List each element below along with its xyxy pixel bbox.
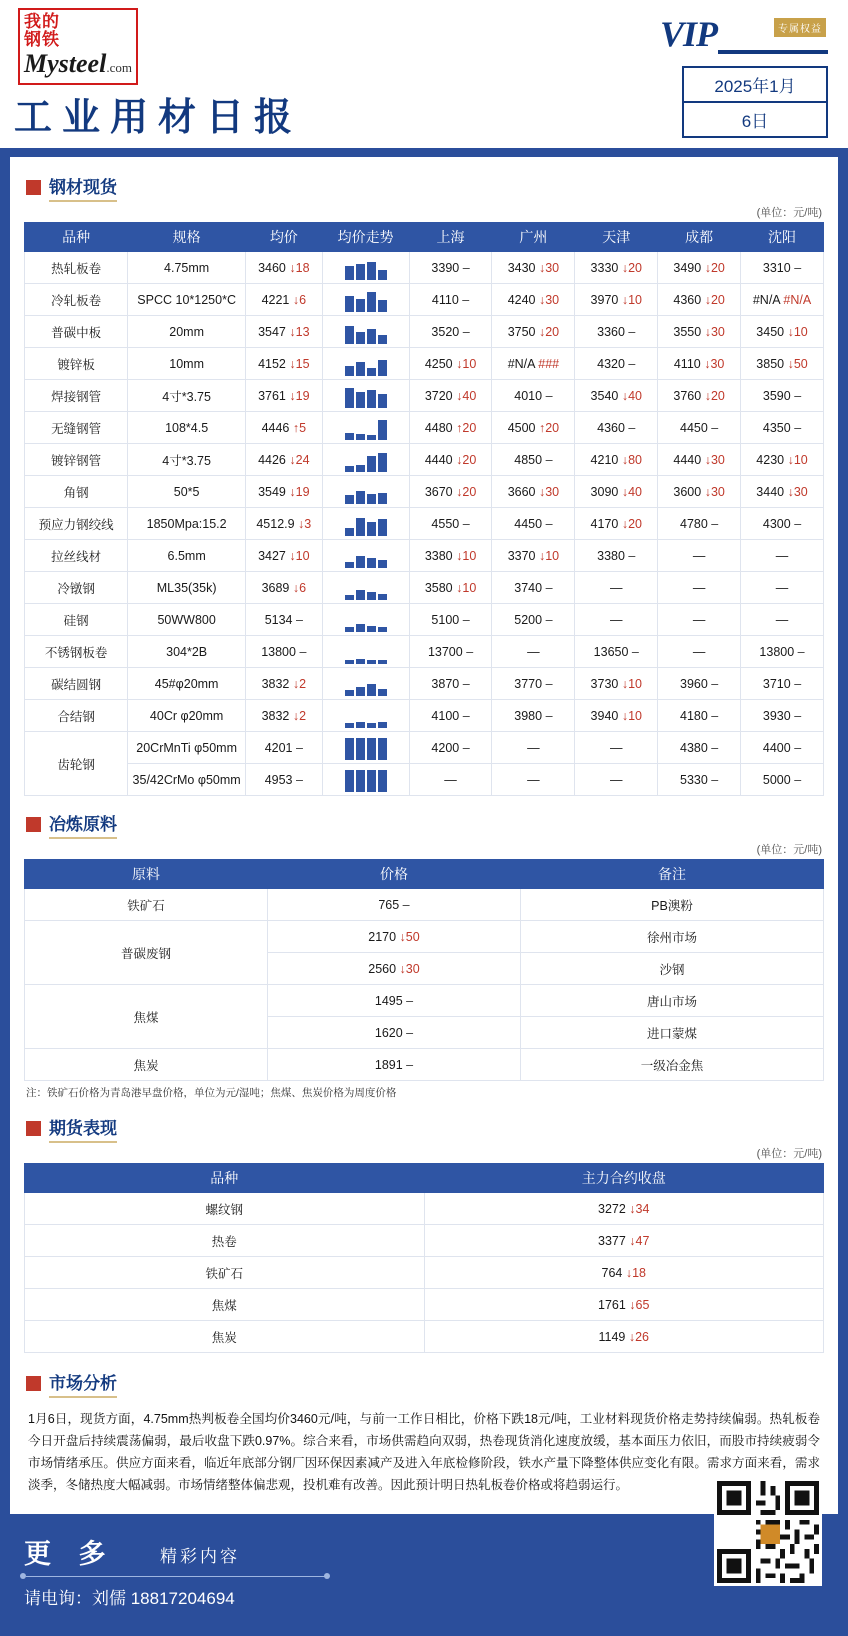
futures-cell-close: 764 ↓18 bbox=[424, 1257, 824, 1289]
spot-cell-avg: 3689 ↓6 bbox=[245, 572, 322, 604]
table-row bbox=[25, 348, 824, 380]
date-box bbox=[682, 66, 828, 138]
qr-code[interactable] bbox=[714, 1478, 822, 1586]
sparkline bbox=[324, 416, 408, 440]
raw-cell-note: 沙钢 bbox=[521, 953, 824, 985]
spot-cell-name: 镀锌板 bbox=[25, 348, 128, 380]
spot-cell-city: 3770 – bbox=[492, 668, 575, 700]
spot-cell-trend bbox=[322, 764, 409, 796]
sparkline bbox=[324, 288, 408, 312]
spot-cell-city: 3970 ↓10 bbox=[575, 284, 658, 316]
spot-cell-spec: ML35(35k) bbox=[128, 572, 246, 604]
raw-table bbox=[24, 859, 824, 1081]
raw-cell-price: 1891 – bbox=[268, 1049, 521, 1081]
spot-cell-city: — bbox=[409, 764, 492, 796]
spot-cell-avg: 3761 ↓19 bbox=[245, 380, 322, 412]
spot-cell-spec: SPCC 10*1250*C bbox=[128, 284, 246, 316]
spot-cell-city: 4200 – bbox=[409, 732, 492, 764]
spot-cell-trend bbox=[322, 444, 409, 476]
sparkline bbox=[324, 736, 408, 760]
spot-cell-city: — bbox=[658, 636, 741, 668]
spot-cell-city: 4360 ↓20 bbox=[658, 284, 741, 316]
spot-cell-name: 冷轧板卷 bbox=[25, 284, 128, 316]
spot-cell-city: 3850 ↓50 bbox=[741, 348, 824, 380]
raw-cell-price: 2170 ↓50 bbox=[268, 921, 521, 953]
futures-cell-name: 热卷 bbox=[25, 1225, 425, 1257]
vip-tag: 专属权益 bbox=[774, 18, 826, 37]
spot-cell-name: 不锈钢板卷 bbox=[25, 636, 128, 668]
spot-cell-avg: 4512.9 ↓3 bbox=[245, 508, 322, 540]
spot-cell-avg: 3549 ↓19 bbox=[245, 476, 322, 508]
spot-cell-spec: 40Cr φ20mm bbox=[128, 700, 246, 732]
spot-cell-trend bbox=[322, 668, 409, 700]
sparkline bbox=[324, 512, 408, 536]
spot-cell-spec: 20mm bbox=[128, 316, 246, 348]
raw-table-body bbox=[25, 889, 824, 1081]
spot-cell-name: 镀锌钢管 bbox=[25, 444, 128, 476]
qr-code-image bbox=[717, 1481, 819, 1583]
table-row bbox=[25, 1321, 824, 1353]
spot-table bbox=[24, 222, 824, 796]
spot-cell-city: 3490 ↓20 bbox=[658, 252, 741, 284]
spot-cell-trend bbox=[322, 604, 409, 636]
spot-cell-city: 3360 – bbox=[575, 316, 658, 348]
raw-cell-price: 2560 ↓30 bbox=[268, 953, 521, 985]
date-year-month: 2025年1月 bbox=[682, 66, 828, 103]
futures-col-name: 品种 bbox=[25, 1164, 425, 1193]
raw-col-price: 价格 bbox=[268, 860, 521, 889]
raw-cell-price: 765 – bbox=[268, 889, 521, 921]
spot-cell-city: 3710 – bbox=[741, 668, 824, 700]
spot-cell-city: 3730 ↓10 bbox=[575, 668, 658, 700]
futures-cell-close: 3272 ↓34 bbox=[424, 1193, 824, 1225]
bottom-bar bbox=[0, 1628, 848, 1636]
spot-cell-spec: 108*4.5 bbox=[128, 412, 246, 444]
spot-cell-avg: 3427 ↓10 bbox=[245, 540, 322, 572]
spot-cell-city: — bbox=[492, 636, 575, 668]
spot-cell-avg: 3832 ↓2 bbox=[245, 700, 322, 732]
section-title-raw: 冶炼原料 bbox=[49, 810, 117, 839]
section-title-analysis: 市场分析 bbox=[49, 1369, 117, 1398]
spot-cell-city: 3380 ↓10 bbox=[409, 540, 492, 572]
content-card bbox=[10, 157, 838, 1514]
table-row bbox=[25, 1193, 824, 1225]
spot-cell-trend bbox=[322, 284, 409, 316]
spot-cell-avg: 4201 – bbox=[245, 732, 322, 764]
spot-cell-city: 3370 ↓10 bbox=[492, 540, 575, 572]
spot-cell-city: 3330 ↓20 bbox=[575, 252, 658, 284]
spot-cell-name: 预应力钢绞线 bbox=[25, 508, 128, 540]
spot-cell-city: 3750 ↓20 bbox=[492, 316, 575, 348]
spot-cell-avg: 4221 ↓6 bbox=[245, 284, 322, 316]
footer-dot-left bbox=[20, 1573, 26, 1579]
spot-cell-avg: 4446 ↑5 bbox=[245, 412, 322, 444]
spot-cell-city: 4350 – bbox=[741, 412, 824, 444]
raw-table-header-row bbox=[25, 860, 824, 889]
spot-cell-city: 4480 ↑20 bbox=[409, 412, 492, 444]
raw-cell-price: 1495 – bbox=[268, 985, 521, 1017]
spot-cell-city: 3440 ↓30 bbox=[741, 476, 824, 508]
spot-cell-city: 3540 ↓40 bbox=[575, 380, 658, 412]
spot-cell-trend bbox=[322, 412, 409, 444]
raw-cell-note: PB澳粉 bbox=[521, 889, 824, 921]
spot-cell-city: 4210 ↓80 bbox=[575, 444, 658, 476]
spot-cell-avg: 3460 ↓18 bbox=[245, 252, 322, 284]
spot-cell-city: — bbox=[741, 604, 824, 636]
futures-cell-close: 1149 ↓26 bbox=[424, 1321, 824, 1353]
spot-cell-name: 无缝钢管 bbox=[25, 412, 128, 444]
spot-cell-city: 5330 – bbox=[658, 764, 741, 796]
spot-cell-city: — bbox=[575, 604, 658, 636]
spot-cell-city: 13650 – bbox=[575, 636, 658, 668]
sparkline bbox=[324, 544, 408, 568]
futures-cell-close: 1761 ↓65 bbox=[424, 1289, 824, 1321]
table-row bbox=[25, 668, 824, 700]
spot-cell-city: 3670 ↓20 bbox=[409, 476, 492, 508]
spot-cell-city: 4110 ↓30 bbox=[658, 348, 741, 380]
spot-cell-city: 4850 – bbox=[492, 444, 575, 476]
spot-cell-city: 3390 – bbox=[409, 252, 492, 284]
spot-cell-trend bbox=[322, 732, 409, 764]
section-marker-icon bbox=[26, 180, 41, 195]
spot-cell-city: — bbox=[575, 572, 658, 604]
section-marker-icon bbox=[26, 1376, 41, 1391]
spot-cell-city: 3090 ↓40 bbox=[575, 476, 658, 508]
spot-cell-spec: 35/42CrMo φ50mm bbox=[128, 764, 246, 796]
spot-cell-city: 3450 ↓10 bbox=[741, 316, 824, 348]
table-row bbox=[25, 985, 824, 1017]
spot-cell-city: 4240 ↓30 bbox=[492, 284, 575, 316]
spot-cell-name: 拉丝线材 bbox=[25, 540, 128, 572]
logo-dotcom: .com bbox=[106, 60, 132, 75]
raw-cell-material: 普碳废钢 bbox=[25, 921, 268, 985]
section-marker-icon bbox=[26, 1121, 41, 1136]
sparkline bbox=[324, 384, 408, 408]
page-footer bbox=[10, 1522, 838, 1618]
spot-cell-name: 碳结圆钢 bbox=[25, 668, 128, 700]
table-row bbox=[25, 732, 824, 764]
spot-cell-trend bbox=[322, 636, 409, 668]
spot-cell-avg: 5134 – bbox=[245, 604, 322, 636]
table-row bbox=[25, 476, 824, 508]
futures-cell-name: 焦炭 bbox=[25, 1321, 425, 1353]
spot-cell-spec: 4寸*3.75 bbox=[128, 380, 246, 412]
spot-col-spec: 规格 bbox=[128, 223, 246, 252]
spot-cell-avg: 4426 ↓24 bbox=[245, 444, 322, 476]
table-row bbox=[25, 540, 824, 572]
spot-cell-city: #N/A #N/A bbox=[741, 284, 824, 316]
spot-cell-avg: 13800 – bbox=[245, 636, 322, 668]
spot-cell-city: — bbox=[492, 764, 575, 796]
spot-cell-city: — bbox=[741, 572, 824, 604]
spot-cell-city: — bbox=[658, 540, 741, 572]
mysteel-logo bbox=[18, 8, 148, 85]
spot-cell-trend bbox=[322, 476, 409, 508]
spot-table-body bbox=[25, 252, 824, 796]
spot-cell-city: 4100 – bbox=[409, 700, 492, 732]
sparkline bbox=[324, 608, 408, 632]
spot-cell-spec: 304*2B bbox=[128, 636, 246, 668]
table-row bbox=[25, 764, 824, 796]
spot-cell-city: 4170 ↓20 bbox=[575, 508, 658, 540]
footer-dot-right bbox=[324, 1573, 330, 1579]
raw-cell-note: 一级冶金焦 bbox=[521, 1049, 824, 1081]
spot-cell-spec: 4.75mm bbox=[128, 252, 246, 284]
sparkline bbox=[324, 576, 408, 600]
sparkline bbox=[324, 320, 408, 344]
section-header-raw bbox=[26, 810, 824, 839]
sparkline bbox=[324, 672, 408, 696]
spot-cell-city: — bbox=[658, 572, 741, 604]
table-row bbox=[25, 444, 824, 476]
futures-cell-close: 3377 ↓47 bbox=[424, 1225, 824, 1257]
spot-cell-spec: 50WW800 bbox=[128, 604, 246, 636]
spot-cell-city: 4300 – bbox=[741, 508, 824, 540]
raw-cell-price: 1620 – bbox=[268, 1017, 521, 1049]
raw-footnote: 注：铁矿石价格为青岛港早盘价格，单位为元/湿吨；焦煤、焦炭价格为周度价格 bbox=[26, 1087, 397, 1099]
sparkline bbox=[324, 448, 408, 472]
spot-cell-city: — bbox=[658, 604, 741, 636]
spot-cell-city: 3660 ↓30 bbox=[492, 476, 575, 508]
vip-text: VIP bbox=[660, 14, 718, 54]
spot-unit-label: (单位：元/吨) bbox=[756, 207, 822, 219]
table-row bbox=[25, 636, 824, 668]
spot-cell-city: 3590 – bbox=[741, 380, 824, 412]
spot-col-name: 品种 bbox=[25, 223, 128, 252]
spot-col-chengdu: 成都 bbox=[658, 223, 741, 252]
spot-cell-city: 3740 – bbox=[492, 572, 575, 604]
spot-cell-city: 3430 ↓30 bbox=[492, 252, 575, 284]
table-row bbox=[25, 252, 824, 284]
spot-cell-spec: 1850Mpa:15.2 bbox=[128, 508, 246, 540]
spot-cell-spec: 50*5 bbox=[128, 476, 246, 508]
spot-cell-city: 3960 – bbox=[658, 668, 741, 700]
table-row bbox=[25, 1289, 824, 1321]
spot-cell-city: 3870 – bbox=[409, 668, 492, 700]
table-row bbox=[25, 1049, 824, 1081]
spot-cell-city: 4110 – bbox=[409, 284, 492, 316]
sparkline bbox=[324, 256, 408, 280]
spot-cell-city: 4440 ↓30 bbox=[658, 444, 741, 476]
spot-cell-trend bbox=[322, 380, 409, 412]
spot-cell-name: 普碳中板 bbox=[25, 316, 128, 348]
section-title-spot: 钢材现货 bbox=[49, 173, 117, 202]
table-row bbox=[25, 316, 824, 348]
spot-cell-name: 热轧板卷 bbox=[25, 252, 128, 284]
sparkline bbox=[324, 768, 408, 792]
spot-cell-spec: 45#φ20mm bbox=[128, 668, 246, 700]
spot-cell-city: 13800 – bbox=[741, 636, 824, 668]
table-row bbox=[25, 889, 824, 921]
logo-line2: 钢铁 bbox=[24, 30, 60, 50]
table-row bbox=[25, 604, 824, 636]
spot-col-guangzhou: 广州 bbox=[492, 223, 575, 252]
analysis-text: 1月6日，现货方面，4.75mm热判板卷全国均价3460元/吨，与前一工作日相比，价格下跌18元/吨，工业材料现货价格走势持续偏弱。热轧板卷今日开盘后持续震荡偏弱，最后收盘下跌0.97%。综合来看，市场供需趋向双弱，热卷现货消化速度放缓，基本面压力依旧，而股市持续疲弱令市场情绪承压。供应方面来看，临近年底部分钢厂因环保因素减产及进入年底检修阶段，铁水产量下降整体供应变化有限。需求方面来看，需求淡季，冬储热度大幅减弱。市场情绪整体偏悲观，投机难有改善。因此预计明日热轧板卷价格或将趋弱运行。 bbox=[28, 1412, 820, 1492]
spot-cell-city: 5200 – bbox=[492, 604, 575, 636]
raw-cell-note: 唐山市场 bbox=[521, 985, 824, 1017]
futures-cell-name: 螺纹钢 bbox=[25, 1193, 425, 1225]
logo-line1: 我的 bbox=[24, 12, 60, 32]
spot-cell-name: 角钢 bbox=[25, 476, 128, 508]
vip-underline bbox=[718, 50, 828, 54]
futures-table-header-row bbox=[25, 1164, 824, 1193]
spot-cell-avg: 3832 ↓2 bbox=[245, 668, 322, 700]
spot-cell-city: 3580 ↓10 bbox=[409, 572, 492, 604]
table-row bbox=[25, 921, 824, 953]
page-title: 工业用材日报 bbox=[14, 95, 303, 139]
spot-cell-spec: 4寸*3.75 bbox=[128, 444, 246, 476]
sparkline bbox=[324, 480, 408, 504]
spot-cell-city: 3930 – bbox=[741, 700, 824, 732]
page-header bbox=[0, 0, 848, 151]
table-row bbox=[25, 572, 824, 604]
spot-cell-trend bbox=[322, 700, 409, 732]
spot-cell-city: 4380 – bbox=[658, 732, 741, 764]
spot-cell-city: — bbox=[741, 540, 824, 572]
raw-cell-material: 焦煤 bbox=[25, 985, 268, 1049]
spot-cell-avg: 4152 ↓15 bbox=[245, 348, 322, 380]
table-row bbox=[25, 412, 824, 444]
futures-col-close: 主力合约收盘 bbox=[424, 1164, 824, 1193]
spot-col-avg: 均价 bbox=[245, 223, 322, 252]
spot-cell-city: 3720 ↓40 bbox=[409, 380, 492, 412]
spot-cell-city: 3310 – bbox=[741, 252, 824, 284]
footer-sub: 精彩内容 bbox=[160, 1547, 240, 1566]
futures-table bbox=[24, 1163, 824, 1353]
table-row bbox=[25, 700, 824, 732]
footer-more: 更 多 bbox=[24, 1539, 116, 1569]
spot-cell-trend bbox=[322, 572, 409, 604]
spot-cell-name: 齿轮钢 bbox=[25, 732, 128, 796]
spot-cell-city: 4500 ↑20 bbox=[492, 412, 575, 444]
footer-tel: 请电询：刘儒 18817204694 bbox=[24, 1589, 235, 1608]
spot-cell-spec: 20CrMnTi φ50mm bbox=[128, 732, 246, 764]
footer-divider bbox=[26, 1576, 326, 1577]
vip-badge bbox=[660, 14, 828, 56]
logo-brand bbox=[24, 51, 132, 81]
spot-cell-city: 13700 – bbox=[409, 636, 492, 668]
spot-cell-city: 4550 – bbox=[409, 508, 492, 540]
spot-cell-name: 合结钢 bbox=[25, 700, 128, 732]
section-title-futures: 期货表现 bbox=[49, 1114, 117, 1143]
spot-cell-name: 冷镦钢 bbox=[25, 572, 128, 604]
table-row bbox=[25, 1225, 824, 1257]
spot-cell-city: 4450 – bbox=[658, 412, 741, 444]
spot-cell-city: 3550 ↓30 bbox=[658, 316, 741, 348]
spot-cell-city: 4250 ↓10 bbox=[409, 348, 492, 380]
spot-cell-city: 5100 – bbox=[409, 604, 492, 636]
spot-cell-city: 4450 – bbox=[492, 508, 575, 540]
section-marker-icon bbox=[26, 817, 41, 832]
spot-cell-city: 3980 – bbox=[492, 700, 575, 732]
spot-cell-city: 3760 ↓20 bbox=[658, 380, 741, 412]
table-row bbox=[25, 380, 824, 412]
raw-col-material: 原料 bbox=[25, 860, 268, 889]
table-row bbox=[25, 284, 824, 316]
raw-cell-note: 进口蒙煤 bbox=[521, 1017, 824, 1049]
spot-col-trend: 均价走势 bbox=[322, 223, 409, 252]
logo-chinese bbox=[24, 13, 132, 49]
futures-unit-label: (单位：元/吨) bbox=[756, 1148, 822, 1160]
spot-cell-trend bbox=[322, 508, 409, 540]
spot-cell-city: #N/A ### bbox=[492, 348, 575, 380]
spot-cell-trend bbox=[322, 348, 409, 380]
spot-col-shenyang: 沈阳 bbox=[741, 223, 824, 252]
spot-cell-city: 3940 ↓10 bbox=[575, 700, 658, 732]
spot-cell-city: — bbox=[575, 764, 658, 796]
spot-cell-city: — bbox=[575, 732, 658, 764]
section-header-analysis bbox=[26, 1369, 824, 1398]
section-header-futures bbox=[26, 1114, 824, 1143]
spot-cell-city: 4010 – bbox=[492, 380, 575, 412]
spot-cell-name: 焊接钢管 bbox=[25, 380, 128, 412]
spot-cell-spec: 6.5mm bbox=[128, 540, 246, 572]
spot-col-tianjin: 天津 bbox=[575, 223, 658, 252]
futures-cell-name: 焦煤 bbox=[25, 1289, 425, 1321]
spot-cell-city: 4320 – bbox=[575, 348, 658, 380]
date-day: 6日 bbox=[682, 103, 828, 138]
futures-cell-name: 铁矿石 bbox=[25, 1257, 425, 1289]
table-row bbox=[25, 1257, 824, 1289]
spot-col-shanghai: 上海 bbox=[409, 223, 492, 252]
spot-cell-trend bbox=[322, 316, 409, 348]
spot-cell-city: 4360 – bbox=[575, 412, 658, 444]
sparkline bbox=[324, 640, 408, 664]
spot-cell-city: 4440 ↓20 bbox=[409, 444, 492, 476]
spot-cell-avg: 4953 – bbox=[245, 764, 322, 796]
raw-cell-note: 徐州市场 bbox=[521, 921, 824, 953]
logo-box bbox=[18, 8, 138, 85]
spot-cell-trend bbox=[322, 540, 409, 572]
raw-cell-material: 焦炭 bbox=[25, 1049, 268, 1081]
table-row bbox=[25, 508, 824, 540]
spot-cell-city: 4400 – bbox=[741, 732, 824, 764]
spot-cell-city: 4180 – bbox=[658, 700, 741, 732]
spot-cell-city: 5000 – bbox=[741, 764, 824, 796]
spot-cell-avg: 3547 ↓13 bbox=[245, 316, 322, 348]
spot-cell-city: — bbox=[492, 732, 575, 764]
sparkline bbox=[324, 704, 408, 728]
spot-cell-city: 3520 – bbox=[409, 316, 492, 348]
raw-unit-label: (单位：元/吨) bbox=[756, 844, 822, 856]
spot-cell-trend bbox=[322, 252, 409, 284]
spot-cell-city: 3380 – bbox=[575, 540, 658, 572]
spot-cell-city: 4230 ↓10 bbox=[741, 444, 824, 476]
sparkline bbox=[324, 352, 408, 376]
spot-cell-city: 4780 – bbox=[658, 508, 741, 540]
raw-col-note: 备注 bbox=[521, 860, 824, 889]
spot-table-header-row bbox=[25, 223, 824, 252]
logo-brand-text: Mysteel bbox=[24, 49, 107, 78]
section-header-spot bbox=[26, 173, 824, 202]
raw-cell-material: 铁矿石 bbox=[25, 889, 268, 921]
futures-table-body bbox=[25, 1193, 824, 1353]
spot-cell-name: 硅钢 bbox=[25, 604, 128, 636]
spot-cell-spec: 10mm bbox=[128, 348, 246, 380]
spot-cell-city: 3600 ↓30 bbox=[658, 476, 741, 508]
